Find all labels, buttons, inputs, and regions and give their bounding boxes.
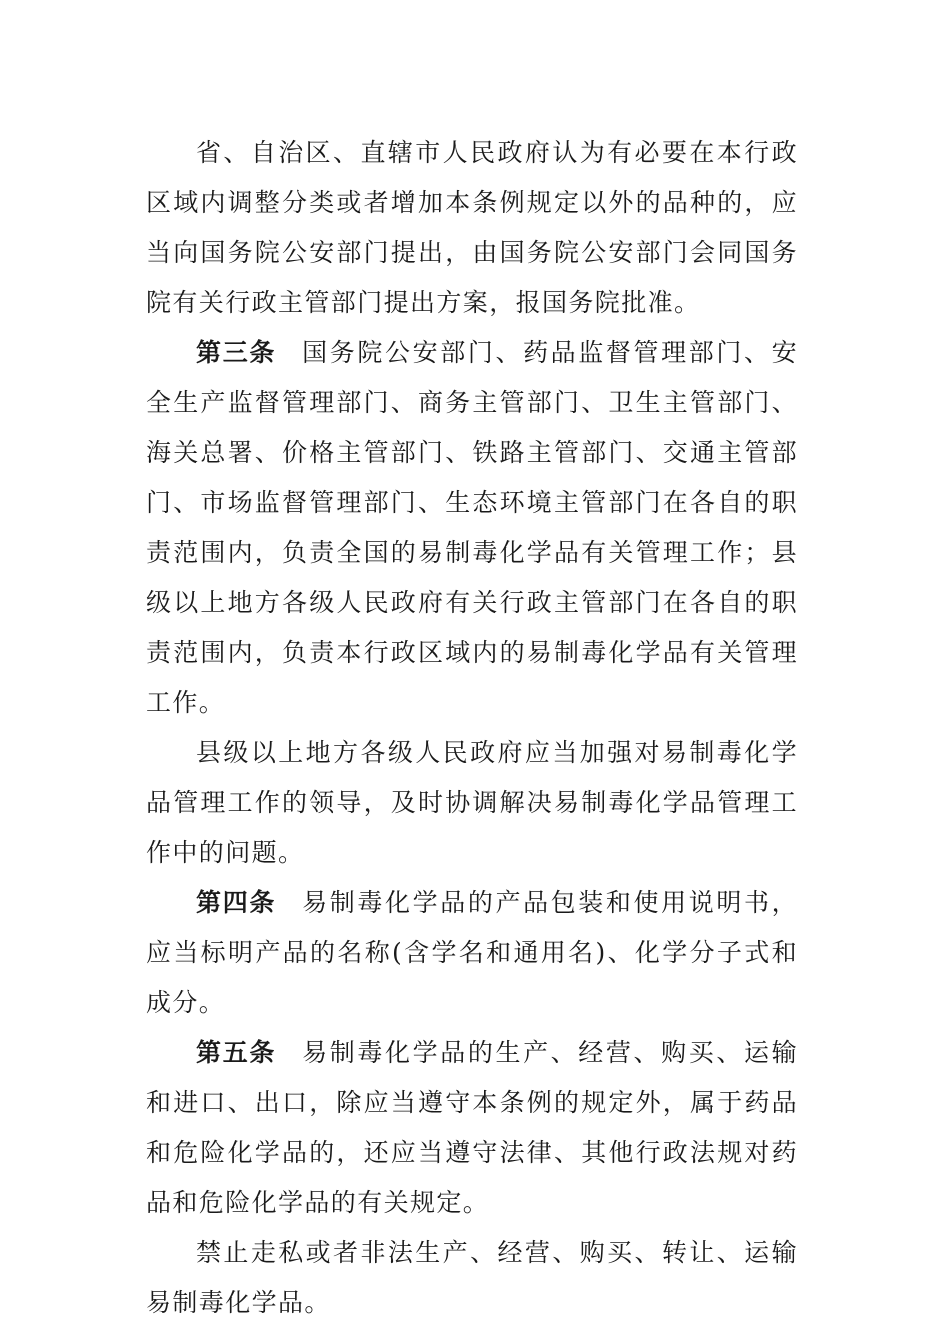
paragraph-text: 国务院公安部门、药品监督管理部门、安全生产监督管理部门、商务主管部门、卫生主管部门、海关总署、价格主管部门、铁路主管部门、交通主管部门、市场监督管理部门、生态环境主管部门在各自的职责范围内，负责全国的易制毒化学品有关管理工作；县级以上地方各级人民政府有关行政主管部门在各自的职责范围内，负责本行政区域内的易制毒化学品有关管理工作。 xyxy=(146,338,798,717)
paragraph-1 xyxy=(146,128,798,328)
article-number: 第五条 xyxy=(196,1038,277,1067)
article-number: 第三条 xyxy=(196,338,277,367)
paragraph-text: 县级以上地方各级人民政府应当加强对易制毒化学品管理工作的领导，及时协调解决易制毒化学品管理工作中的问题。 xyxy=(146,738,798,867)
article-number: 第四条 xyxy=(196,888,277,917)
paragraph-text: 禁止走私或者非法生产、经营、购买、转让、运输易制毒化学品。 xyxy=(146,1238,798,1317)
paragraph-article-4 xyxy=(146,878,798,1028)
paragraph-text: 易制毒化学品的生产、经营、购买、运输和进口、出口，除应当遵守本条例的规定外，属于药品和危险化学品的，还应当遵守法律、其他行政法规对药品和危险化学品的有关规定。 xyxy=(146,1038,798,1217)
paragraph-article-5 xyxy=(146,1028,798,1228)
paragraph-3 xyxy=(146,728,798,878)
document-body xyxy=(146,128,798,1328)
paragraph-text: 省、自治区、直辖市人民政府认为有必要在本行政区域内调整分类或者增加本条例规定以外的品种的，应当向国务院公安部门提出，由国务院公安部门会同国务院有关行政主管部门提出方案，报国务院批准。 xyxy=(146,138,798,317)
paragraph-6 xyxy=(146,1228,798,1328)
paragraph-article-3 xyxy=(146,328,798,728)
paragraph-text: 易制毒化学品的产品包装和使用说明书，应当标明产品的名称(含学名和通用名)、化学分子式和成分。 xyxy=(146,888,798,1017)
